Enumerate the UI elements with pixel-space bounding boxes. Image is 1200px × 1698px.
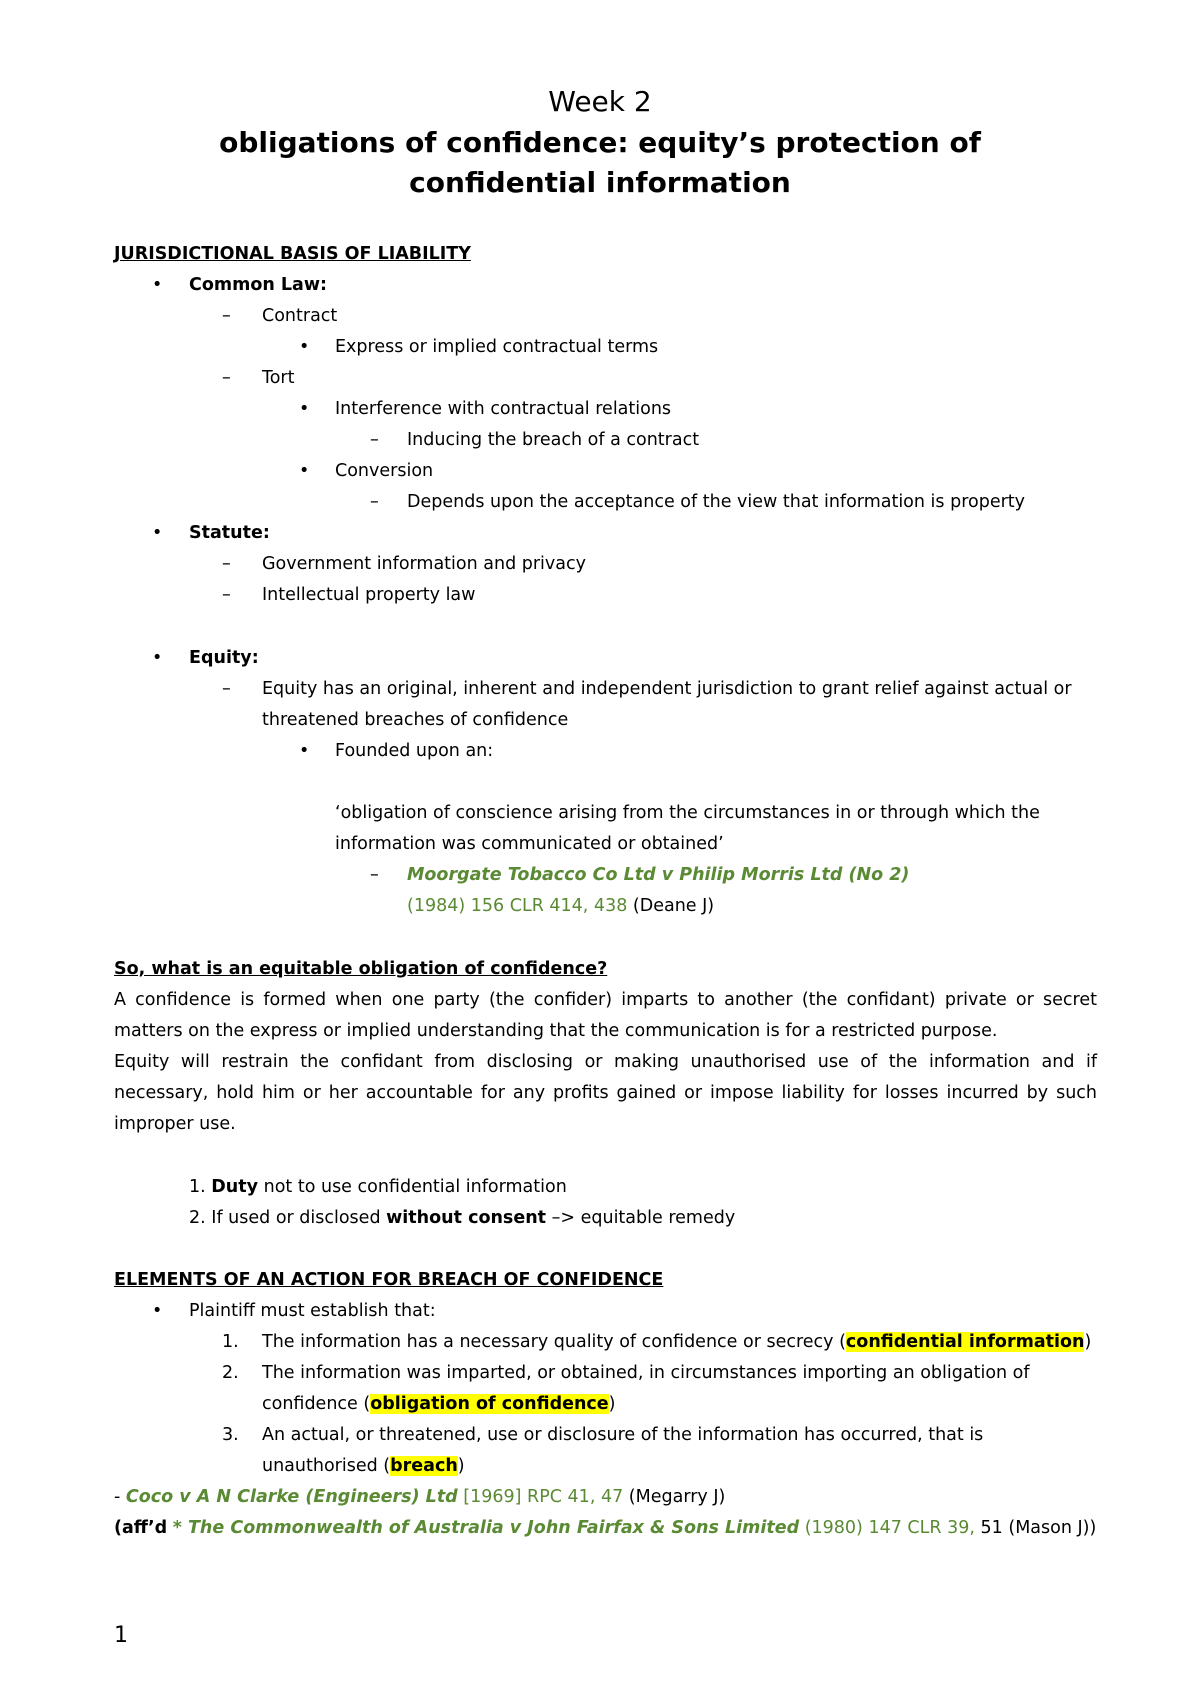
paragraph-1-line-1: A confidence is formed when one party (the confider) imparts to another (the confidant) private or secret (114, 990, 1097, 1010)
list-item-depends: Depends upon the acceptance of the view that information is property (407, 492, 1026, 512)
citation-coco-dash: - (114, 1487, 121, 1507)
section-heading-jurisdictional: JURISDICTIONAL BASIS OF LIABILITY (114, 244, 471, 264)
paragraph-2-line-1: Equity will restrain the confidant from disclosing or making unauthorised use of the information and if (114, 1052, 1097, 1072)
list-item-government: Government information and privacy (262, 554, 586, 574)
citation-moorgate-reference: (1984) 156 CLR 414, 438 (407, 896, 628, 916)
element-3-close: ) (457, 1456, 465, 1476)
highlight-confidential-information: confidential information (845, 1332, 1085, 1352)
document-title-line-2: confidential information (409, 166, 791, 199)
week-heading: Week 2 (548, 85, 652, 118)
list-item-equity: Equity: (189, 648, 259, 668)
citation-coco-reference: [1969] RPC 41, 47 (463, 1487, 624, 1507)
dash-marker: – (370, 430, 379, 450)
list-item-express-terms: Express or implied contractual terms (335, 337, 659, 357)
citation-commonwealth (114, 1516, 1096, 1540)
list-item-plaintiff: Plaintiff must establish that: (189, 1301, 436, 1321)
element-1-close: ) (1084, 1332, 1092, 1352)
list-item-founded: Founded upon an: (335, 741, 494, 761)
list-item-contract: Contract (262, 306, 338, 326)
page-number: 1 (114, 1623, 128, 1648)
equity-description-line-2: threatened breaches of confidence (262, 710, 569, 730)
dash-marker: – (222, 679, 231, 699)
item-number: 2. (189, 1208, 206, 1228)
paragraph-2-line-2: necessary, hold him or her accountable for any profits gained or impose liability for losses incurred by such (114, 1083, 1097, 1103)
document-title-line-1: obligations of confidence: equity’s protection of (219, 126, 981, 159)
list-item-ip-law: Intellectual property law (262, 585, 476, 605)
dash-marker: – (222, 368, 231, 388)
citation-moorgate (407, 894, 714, 918)
element-3-text: unauthorised ( (262, 1456, 391, 1476)
element-3-line-1: An actual, or threatened, use or disclosure of the information has occurred, that is (262, 1425, 984, 1445)
element-1 (262, 1330, 1091, 1354)
paragraph-1-line-2: matters on the express or implied understanding that the communication is for a restricted purpose. (114, 1021, 998, 1041)
case-name-commonwealth: * The Commonwealth of Australia v John Fairfax & Sons Limited (172, 1518, 800, 1538)
citation-coco (114, 1485, 725, 1509)
item-2-bold: without consent (386, 1208, 547, 1228)
quote-line-1: ‘obligation of conscience arising from the circumstances in or through which the (335, 803, 1040, 823)
element-1-text: The information has a necessary quality of confidence or secrecy ( (262, 1332, 846, 1352)
citation-moorgate-judge: (Deane J) (632, 896, 715, 916)
item-1-text: not to use confidential information (263, 1177, 567, 1197)
element-2-line-2 (262, 1392, 616, 1416)
dash-marker: – (222, 585, 231, 605)
bullet-marker: • (152, 1301, 163, 1321)
highlight-obligation-of-confidence: obligation of confidence (370, 1394, 609, 1414)
dash-marker: – (370, 865, 379, 885)
item-2-pre: If used or disclosed (211, 1208, 381, 1228)
numbered-item-2 (189, 1206, 735, 1230)
bullet-marker: • (299, 399, 310, 419)
bullet-marker: • (152, 275, 163, 295)
list-item-statute: Statute: (189, 523, 270, 543)
citation-commonwealth-page: 51 (980, 1518, 1003, 1538)
element-3-line-2 (262, 1454, 465, 1478)
dash-marker: – (222, 554, 231, 574)
element-2-close: ) (608, 1394, 616, 1414)
section-heading-elements: ELEMENTS OF AN ACTION FOR BREACH OF CONFIDENCE (114, 1270, 664, 1290)
element-number: 3. (222, 1425, 239, 1445)
item-2-post: –> equitable remedy (551, 1208, 736, 1228)
list-item-inducing: Inducing the breach of a contract (407, 430, 700, 450)
case-name-moorgate: Moorgate Tobacco Co Ltd v Philip Morris Ltd (No 2) (407, 865, 910, 885)
item-number: 1. (189, 1177, 206, 1197)
equity-description-line-1: Equity has an original, inherent and independent jurisdiction to grant relief against actual or (262, 679, 1072, 699)
dash-marker: – (370, 492, 379, 512)
element-2-text: confidence ( (262, 1394, 371, 1414)
numbered-item-1 (189, 1175, 567, 1199)
citation-commonwealth-reference: (1980) 147 CLR 39, (804, 1518, 975, 1538)
list-item-tort: Tort (262, 368, 295, 388)
bullet-marker: • (152, 523, 163, 543)
list-item-interference: Interference with contractual relations (335, 399, 672, 419)
bullet-marker: • (299, 741, 310, 761)
item-1-bold: Duty (211, 1177, 259, 1197)
dash-marker: – (222, 306, 231, 326)
list-item-conversion: Conversion (335, 461, 434, 481)
paragraph-2-line-3: improper use. (114, 1114, 236, 1134)
citation-commonwealth-judge: (Mason J)) (1008, 1518, 1097, 1538)
case-name-coco: Coco v A N Clarke (Engineers) Ltd (125, 1487, 458, 1507)
citation-coco-judge: (Megarry J) (628, 1487, 726, 1507)
element-2-line-1: The information was imparted, or obtained, in circumstances importing an obligation of (262, 1363, 1030, 1383)
list-item-common-law: Common Law: (189, 275, 328, 295)
bullet-marker: • (152, 648, 163, 668)
quote-line-2: information was communicated or obtained’ (335, 834, 724, 854)
highlight-breach: breach (390, 1456, 458, 1476)
citation-affd-prefix: (aff’d (114, 1518, 168, 1538)
element-number: 1. (222, 1332, 239, 1352)
bullet-marker: • (299, 337, 310, 357)
bullet-marker: • (299, 461, 310, 481)
element-number: 2. (222, 1363, 239, 1383)
section-heading-equitable-obligation: So, what is an equitable obligation of confidence? (114, 959, 608, 979)
